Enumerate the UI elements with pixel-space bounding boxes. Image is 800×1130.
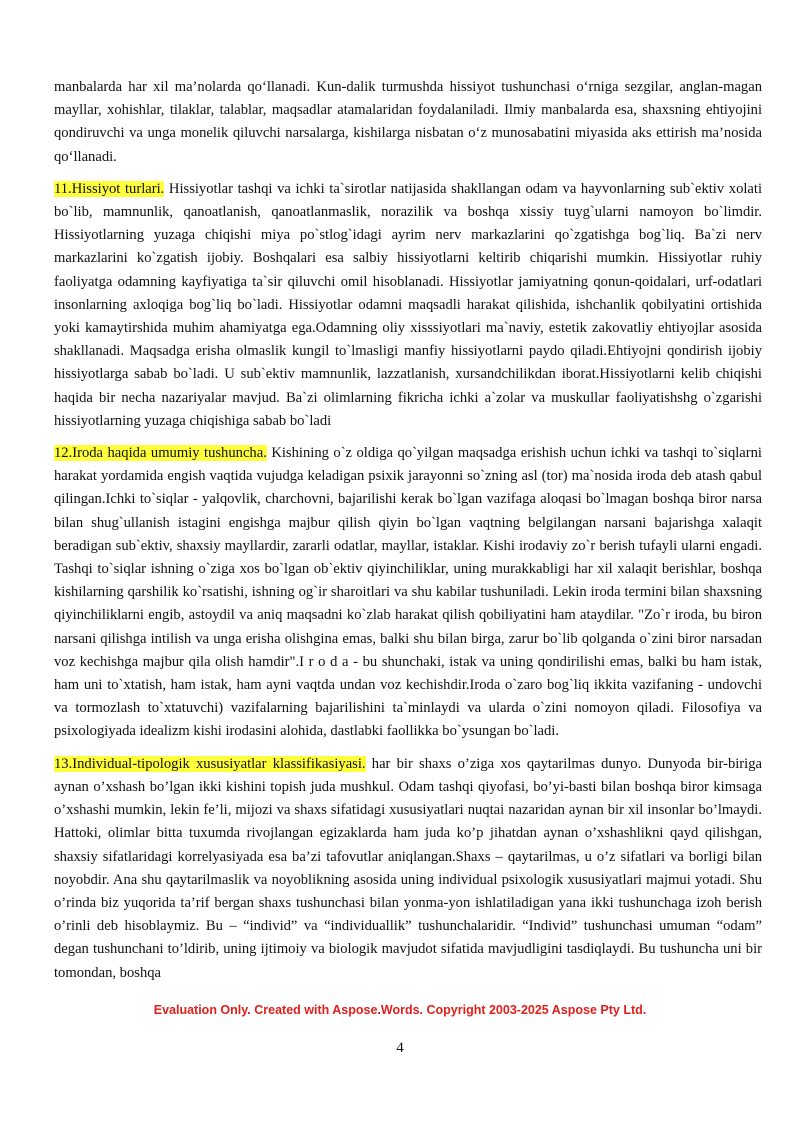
section-individual-tipologik: [54, 753, 762, 985]
section-hissiyot-turlari: [54, 178, 762, 433]
paragraph-text: manbalarda har xil ma’nolarda qo‘llanadi. Kun-dalik turmushda hissiyot tushunchasi o‘rniga sezgilar, anglan-magan mayllar, xohishlar, tilaklar, talablar, maqsadlar atamalaridan foydalaniladi. Ilmiy manbalarda esa, shaxsning ehtiyojini qondiruvchi va unga monelik qiluvchi narsalarga, kishilarga nisbatan o‘z munosabatini miyasida aks ettirish ma’nosida qo‘llanadi.: [54, 79, 762, 165]
paragraph-text: Hissiyotlar tashqi va ichki ta`sirotlar natijasida shakllangan odam va hayvonlarning sub`ektiv xolati bo`lib, mamnunlik, qanoatlanish, qanoatlanmaslik, norazilik va boshqa xissiy tuyg`ularni namoyon bo`limdir. Hissiyotlarning yuzaga chiqishi miya po`stlog`idagi ayrim nerv markazlarini qo`zgatishga bog`liq. Ba`zi nerv markazlarini ko`zgatish ijobiy. Boshqalari esa salbiy hissiyotlarni keltirib chiqarishi mumkin. Hissiyotlar ruhiy faoliyatga odamning kayfiyatiga ta`sir qiluvchi omil hisoblanadi. Hissiyotlar jamiyatning qonun-qoidalari, urf-odatlari insonlarning axloqiga bog`liq bo`ladi. Hissiyotlar odamni maqsadli harakat qilishida, ishchanlik qobilyatini ortishida yoki kamaytirshida muhim ahamiyatga ega.Odamning oliy xisssiyotlari ma`naviy, estetik zakovatliy ehtiyojlar asosida shakllanadi. Maqsadga erisha olmaslik kungil to`lmasligi manfiy hissiyotlarni paydo qiladi.Ehtiyojni qondirish ijobiy hissiyotlarga sabab bo`ladi. U sub`ektiv mamnunlik, lazzatlanish, xursandchilikdan iborat.Hissiyotlarni kelib chiqishi haqida bir necha nazariyalar mavjud. Ba`zi olimlarning fikricha ichki a`zolar va muskullar faoliyatishshg o`zgarishi hissiyotlarning yuzaga chiqishiga sabab bo`ladi: [54, 180, 763, 429]
paragraph-intro: [54, 76, 762, 169]
paragraph-text: Kishining o`z oldiga qo`yilgan maqsadga erishish uchun ichki va tashqi to`siqlarni harakat yordamida engish vaqtida vujudga keladigan psixik jarayonni so`zning asl (tor) ma`nosida iroda deb atash qabul qilingan.Ichki to`siqlar - yalqovlik, charchovni, bajarilishi kerak bo`lgan vazifaga aloqasi bo`lmagan boshqa biror narsa bilan shug`ullanish istagini engishga majbur qilish qiyin bo`lgan vaqtning belgilangan narsani bajarishga xalaqit beradigan sub`ektiv, shaxsiy mayllardir, zararli odatlar, mayllar, istaklar. Kishi irodaviy zo`r berish tufayli ularni engadi. Tashqi to`siqlar ishning o`ziga xos bo`lgan ob`ektiv qiyinchiliklar, uning murakkabligi har xil xalaqit berishlar, boshqa kishilarning qarshilik ko`rsatishi, ishning og`ir sharoitlari va shu kabilar tushuniladi. Lekin iroda termini bilan shaxsning qiyinchiliklarni engib, astoydil va aniq maqsadni ko`zlab harakat qilish qobiliyatini ham ataydilar. "Zo`r iroda, bu biron narsani qilishga intilish va unga erisha olishgina emas, balki shu bilan birga, zarur bo`lib qolganda o`zini biror narsadan voz kechishga majbur qila olish hamdir".I r o d a - bu shunchaki, istak va uning qondirilishi emas, balki bu ham istak, ham uni to`xtatish, ham istak, ham ayni vaqtda undan voz kechishdir.Iroda o`zaro bog`liq ikkita vazifaning - undovchi va tormozlash to`xtatuvchi) vazifalarning bajarilishini ta`minlaydi va ularda o`zini nomoyon qiladi. Filosofiya va psixologiyada idealizm kishi irodasini alohida, dastlabki faollikka bo`ysungan bo`ladi.: [54, 445, 762, 740]
section-heading: 11.Hissiyot turlari.: [54, 180, 165, 197]
evaluation-watermark: Evaluation Only. Created with Aspose.Words. Copyright 2003-2025 Aspose Pty Ltd.: [153, 1003, 647, 1017]
section-heading: 12.Iroda haqida umumiy tushuncha.: [54, 445, 267, 462]
paragraph-text: har bir shaxs o’ziga xos qaytarilmas dunyo. Dunyoda bir-biriga aynan o’xshash bo’lgan ikki kishini topish juda mushkul. Odam tashqi qiyofasi, bo’yi-basti bilan boshqa biror kimsaga o’xshashi mumkin, lekin fe’li, mijozi va shaxs sifatidagi xususiyatlari nuqtai nazaridan aynan bir xil insonlar bo’lmaydi. Hattoki, olimlar bitta tuxumda rivojlangan egizaklarda ham juda ko’p jihatdan aynan o’xshashlikni qayd qilishgan, shaxsiy sifatlaridagi korrelyasiyada esa ba’zi tafovutlar aniqlangan.Shaxs – qaytarilmas, u o’z sifatlari va borligi bilan noyobdir. Ana shu qaytarilmaslik va noyoblikning asosida uning individual psixologik xususiyatlari majmui yotadi. Shu o’rinda biz yuqorida ta’rif bergan shaxs tushunchasi bilan yonma-yon ishlatiladigan yana ikki tushunchaga izoh berish o’rinli deb hisoblaymiz. Bu – “individ” va “individuallik” tushunchalaridir. “Individ” tushunchasi umuman “odam” degan tushunchani to’ldirib, uning ijtimoiy va biologik mavjudot sifatida mavjudligini tasdiqlaydi. Bu tushuncha uni bir tomondan, boshqa: [54, 755, 762, 981]
section-iroda: [54, 442, 762, 744]
page-number: 4: [396, 1040, 404, 1056]
document-body: [54, 76, 762, 994]
section-heading: 13.Individual-tipologik xususiyatlar klassifikasiyasi.: [54, 755, 366, 772]
